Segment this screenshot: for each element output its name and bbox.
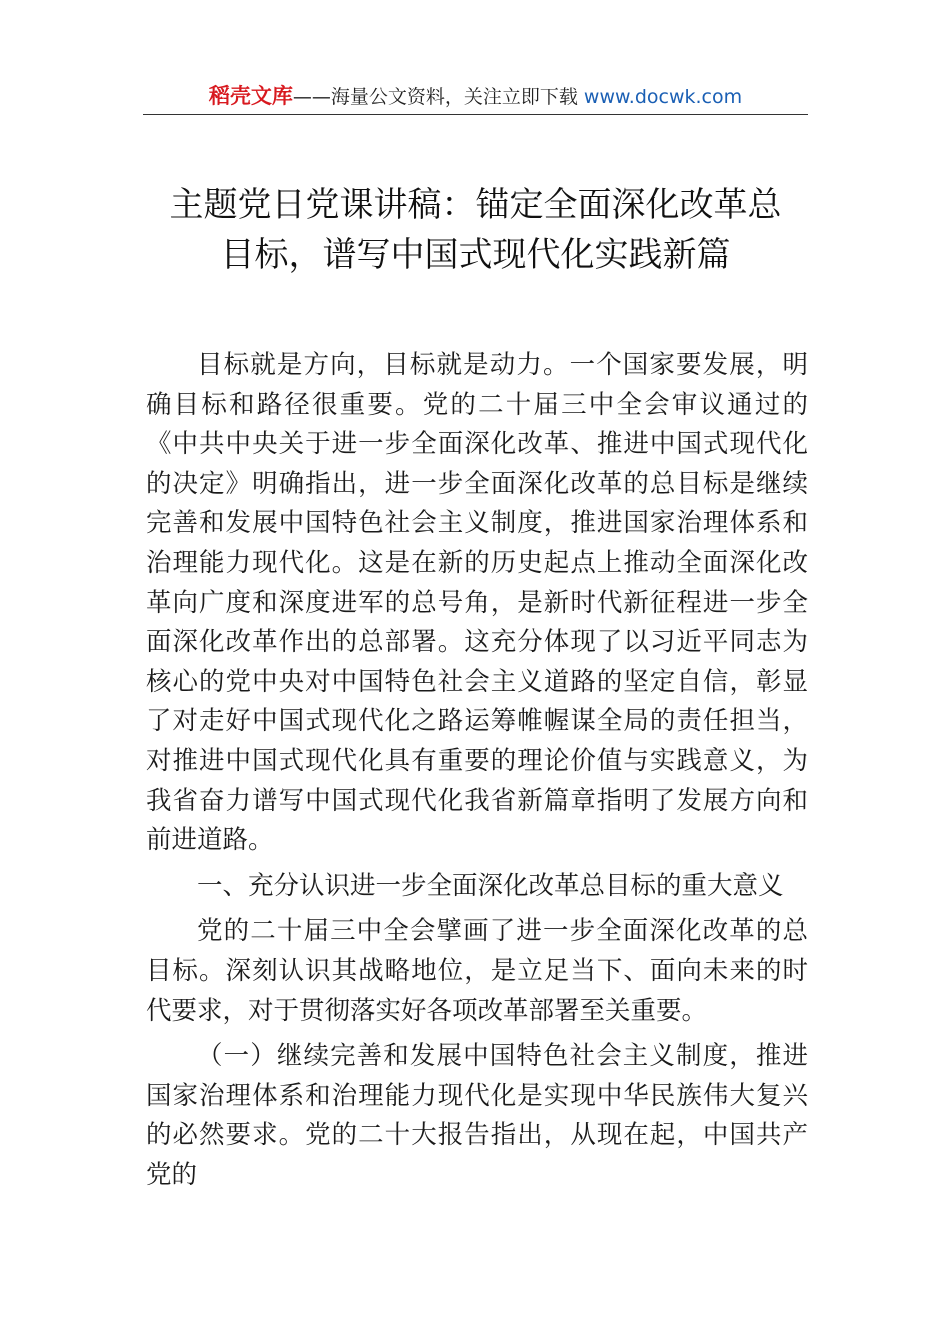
section-heading-1: 一、充分认识进一步全面深化改革总目标的重大意义 [197,870,784,901]
brand-name: 稻壳文库 [208,84,293,108]
page-header [143,82,808,112]
paragraph-section-1: 党的二十届三中全会擘画了进一步全面深化改革的总目标。深刻认识其战略地位，是立足当下、面向未来的时代要求，对于贯彻落实好各项改革部署至关重要。 [146,916,808,1026]
title-line-2: 目标，谱写中国式现代化实践新篇 [220,235,731,275]
paragraph-subsection-1: （一）继续完善和发展中国特色社会主义制度，推进国家治理体系和治理能力现代化是实现中华民族伟大复兴的必然要求。党的二十大报告指出，从现在起，中国共产党的 [146,1041,808,1190]
document-title [143,180,808,280]
site-url[interactable]: www.docwk.com [583,86,743,108]
header-slogan: ——海量公文资料，关注立即下载 [292,86,584,108]
document-body [146,346,808,1195]
paragraph-intro: 目标就是方向，目标就是动力。一个国家要发展，明确目标和路径很重要。党的二十届三中全会审议通过的《中共中央关于进一步全面深化改革、推进中国式现代化的决定》明确指出，进一步全面深化改革的总目标是继续完善和发展中国特色社会主义制度，推进国家治理体系和治理能力现代化。这是在新的历史起点上推动全面深化改革向广度和深度进军的总号角，是新时代新征程进一步全面深化改革作出的总部署。这充分体现了以习近平同志为核心的党中央对中国特色社会主义道路的坚定自信，彰显了对走好中国式现代化之路运筹帷幄谋全局的责任担当，对推进中国式现代化具有重要的理论价值与实践意义，为我省奋力谱写中国式现代化我省新篇章指明了发展方向和前进道路。 [146,350,808,856]
title-line-1: 主题党日党课讲稿：锚定全面深化改革总 [169,185,782,225]
header-divider [143,114,808,115]
